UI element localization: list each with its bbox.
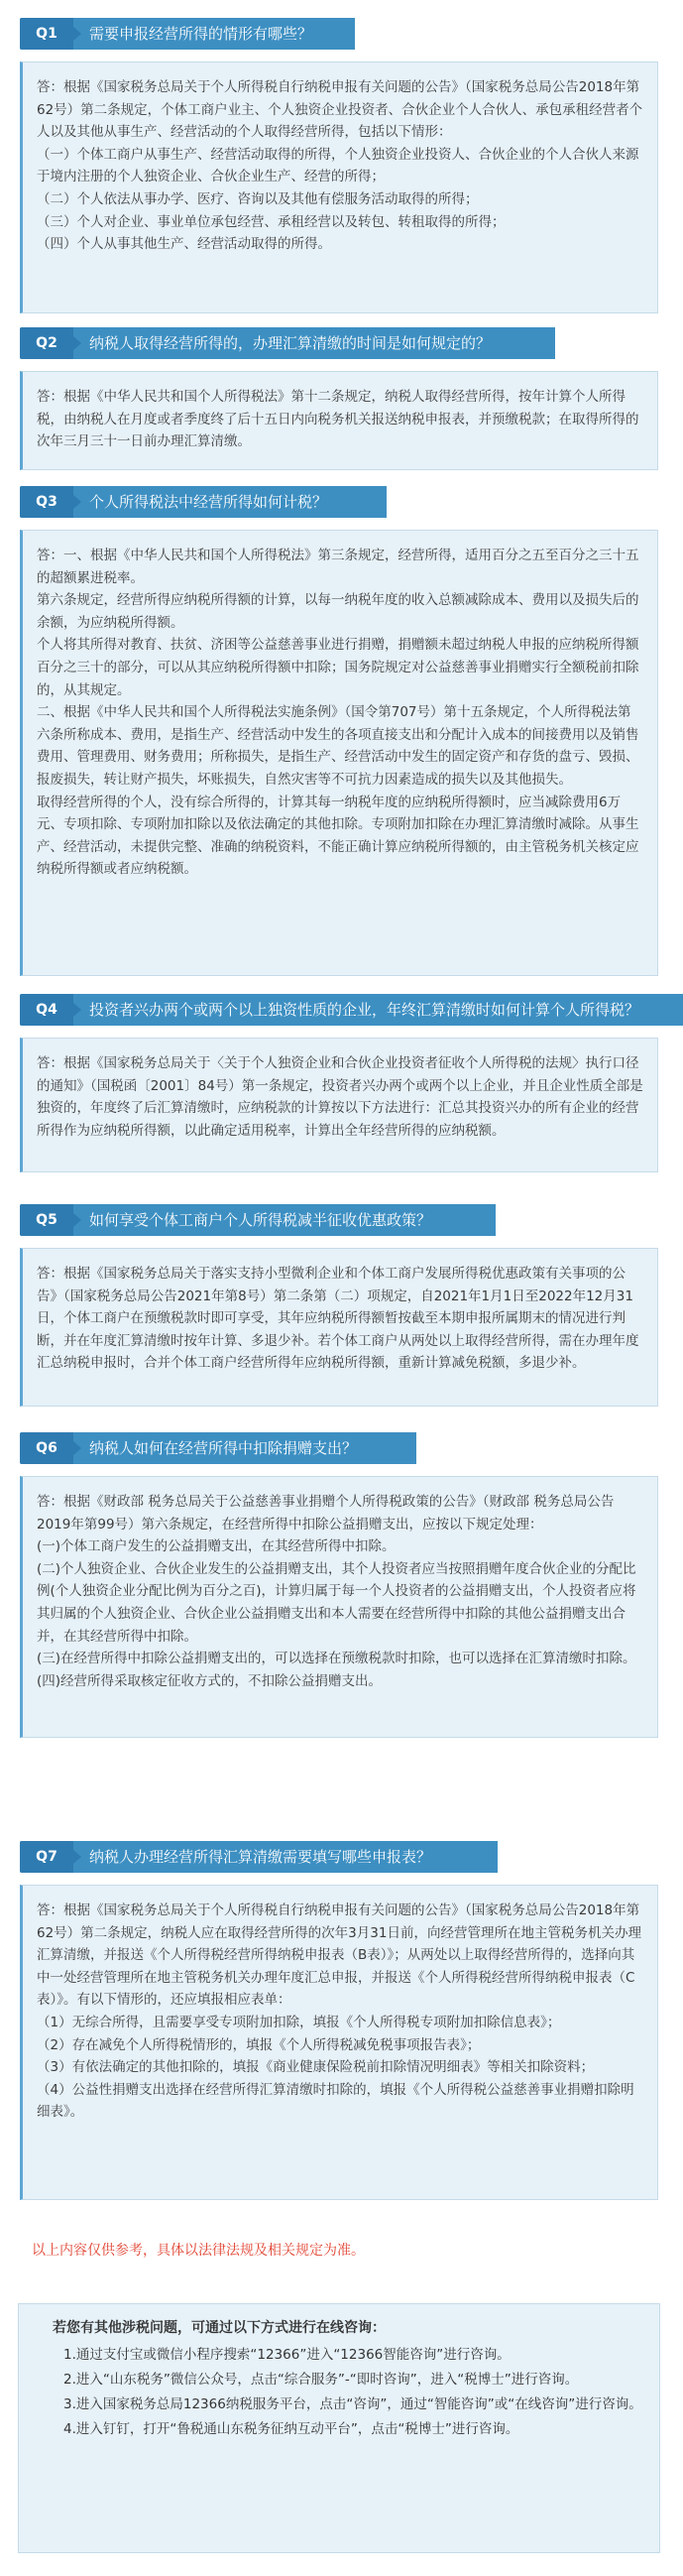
question-number: Q5 <box>20 1204 73 1236</box>
answer-paragraph: 个人将其所得对教育、扶贫、济困等公益慈善事业进行捐赠，捐赠额未超过纳税人申报的应纳税所得额百分之三十的部分，可以从其应纳税所得额中扣除；国务院规定对公益慈善事业捐赠实行全额税前扣除的，从其规定。 <box>37 637 639 698</box>
answer-box <box>20 1038 658 1172</box>
qa-block-7 <box>20 1841 676 2121</box>
consult-item: 2.进入“山东税务”微信公众号，点击“综合服务”-“即时咨询”，进入“税博士”进行咨询。 <box>63 2372 579 2388</box>
answer-paragraph: 答：根据《国家税务总局关于个人所得税自行纳税申报有关问题的公告》（国家税务总局公告2018年第62号）第二条规定，个体工商户业主、个人独资企业投资者、合伙企业个人合伙人、承包承租经营者个人以及其他从事生产、经营活动的个人取得经营所得，包括以下情形： <box>37 79 643 141</box>
question-bar <box>20 18 355 50</box>
qa-block-2 <box>20 327 676 450</box>
answer-paragraph: 二、根据《中华人民共和国个人所得税法实施条例》（国令第707号）第十五条规定，个人所得税法第六条所称成本、费用，是指生产、经营活动中发生的各项直接支出和分配计入成本的间接费用以及销售费用、管理费用、财务费用；所称损失，是指生产、经营活动中发生的固定资产和存货的盘亏、毁损、报废损失，转让财产损失，坏账损失，自然灾害等不可抗力因素造成的损失以及其他损失。 <box>37 704 639 788</box>
qa-block-3 <box>20 486 676 878</box>
question-bar <box>20 994 683 1026</box>
question-title: 纳税人如何在经营所得中扣除捐赠支出？ <box>89 1439 358 1457</box>
qa-block-5 <box>20 1204 676 1372</box>
answer-box <box>20 371 658 470</box>
question-title: 纳税人办理经营所得汇算清缴需要填写哪些申报表？ <box>89 1848 432 1866</box>
answer-box <box>20 1248 658 1407</box>
answer-paragraph: 答：根据《财政部 税务总局关于公益慈善事业捐赠个人所得税政策的公告》（财政部 税务总局公告2019年第99号）第六条规定，在经营所得中扣除公益捐赠支出，应按以下规定处理： <box>37 1494 615 1533</box>
answer-paragraph: （三）个人对企业、事业单位承包经营、承租经营以及转包、转租取得的所得； <box>37 213 506 230</box>
answer-paragraph: （1）无综合所得，且需要享受专项附加扣除，填报《个人所得税专项附加扣除信息表》； <box>37 2014 561 2030</box>
answer-paragraph: （四）个人从事其他生产、经营活动取得的所得。 <box>37 236 331 253</box>
answer-box <box>20 1885 658 2200</box>
question-number: Q3 <box>20 486 73 518</box>
consult-item: 3.进入国家税务总局12366纳税服务平台，点击“咨询”，通过“智能咨询”或“在线咨询”进行咨询。 <box>63 2396 642 2412</box>
answer-paragraph: 答：根据《国家税务总局关于个人所得税自行纳税申报有关问题的公告》（国家税务总局公告2018年第62号）第二条规定，纳税人应在取得经营所得的次年3月31日前，向经营管理所在地主管税务机关办理汇算清缴，并报送《个人所得税经营所得纳税申报表（B表）》；从两处以上取得经营所得的，选择向其中一处经营管理所在地主管税务机关办理年度汇总申报，并报送《个人所得税经营所得纳税申报表（C表）》。有以下情形的，还应填报相应表单： <box>37 1902 641 2009</box>
question-title: 纳税人取得经营所得的，办理汇算清缴的时间是如何规定的？ <box>89 334 492 352</box>
question-bar <box>20 1432 416 1464</box>
answer-paragraph: (一)个体工商户发生的公益捐赠支出，在其经营所得中扣除。 <box>37 1538 396 1555</box>
answer-paragraph: （3）有依法确定的其他扣除的，填报《商业健康保险税前扣除情况明细表》等相关扣除资料； <box>37 2059 595 2076</box>
question-number: Q6 <box>20 1432 73 1464</box>
answer-paragraph: (二)个人独资企业、合伙企业发生的公益捐赠支出，其个人投资者应当按照捐赠年度合伙企业的分配比例(个人独资企业分配比例为百分之百)，计算归属于每一个人投资者的公益捐赠支出，个人投资者应将其归属的个人独资企业、合伙企业公益捐赠支出和本人需要在经营所得中扣除的其他公益捐赠支出合并，在其经营所得中扣除。 <box>37 1560 636 1645</box>
answer-paragraph: (三)在经营所得中扣除公益捐赠支出的，可以选择在预缴税款时扣除，也可以选择在汇算清缴时扣除。 <box>37 1651 636 1667</box>
question-bar <box>20 327 555 359</box>
answer-paragraph: 答：根据《国家税务总局关于〈关于个人独资企业和合伙企业投资者征收个人所得税的法规〉执行口径的通知》（国税函〔2001〕84号）第一条规定，投资者兴办两个或两个以上企业，并且企业性质全部是独资的，年度终了后汇算清缴时，应纳税款的计算按以下方法进行：汇总其投资兴办的所有企业的经营所得作为应纳税所得额，以此确定适用税率，计算出全年经营所得的应纳税额。 <box>37 1055 643 1139</box>
answer-paragraph: 答：一、根据《中华人民共和国个人所得税法》第三条规定，经营所得，适用百分之五至百分之三十五的超额累进税率。 <box>37 548 639 586</box>
question-title: 如何享受个体工商户个人所得税减半征收优惠政策？ <box>89 1211 432 1229</box>
disclaimer-note: 以上内容仅供参考，具体以法律法规及相关规定为准。 <box>32 2243 365 2259</box>
question-number: Q2 <box>20 327 73 359</box>
answer-paragraph: 答：根据《国家税务总局关于落实支持小型微利企业和个体工商户发展所得税优惠政策有关事项的公告》（国家税务总局公告2021年第8号）第二条第（二）项规定，自2021年1月1日至2022年12月31日，个体工商户在预缴税款时即可享受，其年应纳税所得额暂按截至本期申报所属期末的情况进行判断，并在年度汇算清缴时按年计算、多退少补。若个体工商户从两处以上取得经营所得，需在办理年度汇总纳税申报时，合并个体工商户经营所得年应纳税所得额，重新计算减免税额，多退少补。 <box>37 1266 639 1372</box>
consult-item: 1.通过支付宝或微信小程序搜索“12366”进入“12366智能咨询”进行咨询。 <box>63 2347 511 2363</box>
question-number: Q1 <box>20 18 73 50</box>
question-bar <box>20 1841 498 1873</box>
qa-block-1 <box>20 18 676 253</box>
consult-item: 4.进入钉钉，打开“鲁税通山东税务征纳互动平台”，点击“税博士”进行咨询。 <box>63 2421 519 2437</box>
answer-paragraph: （2）存在减免个人所得税情形的，填报《个人所得税减免税事项报告表》； <box>37 2036 481 2053</box>
answer-box <box>20 61 658 313</box>
answer-box <box>20 530 658 976</box>
consult-title: 若您有其他涉税问题，可通过以下方式进行在线咨询： <box>53 2320 386 2336</box>
answer-paragraph: （4）公益性捐赠支出选择在经营所得汇算清缴时扣除的，填报《个人所得税公益慈善事业捐赠扣除明细表》。 <box>37 2081 634 2121</box>
qa-block-6 <box>20 1432 676 1689</box>
question-title: 个人所得税法中经营所得如何计税？ <box>89 493 328 511</box>
question-number: Q4 <box>20 994 73 1026</box>
answer-box <box>20 1476 658 1738</box>
question-bar <box>20 486 387 518</box>
consult-box <box>18 2303 660 2553</box>
answer-paragraph: (四)经营所得采取核定征收方式的，不扣除公益捐赠支出。 <box>37 1672 383 1689</box>
question-number: Q7 <box>20 1841 73 1873</box>
qa-block-4 <box>20 994 676 1139</box>
question-title: 需要申报经营所得的情形有哪些？ <box>89 25 313 43</box>
answer-paragraph: （二）个人依法从事办学、医疗、咨询以及其他有偿服务活动取得的所得； <box>37 190 479 207</box>
answer-paragraph: 取得经营所得的个人，没有综合所得的，计算其每一纳税年度的应纳税所得额时，应当减除费用6万元、专项扣除、专项附加扣除以及依法确定的其他扣除。专项附加扣除在办理汇算清缴时减除。从事生产、经营活动，未提供完整、准确的纳税资料，不能正确计算应纳税所得额的，由主管税务机关核定应纳税所得额或者应纳税额。 <box>37 794 639 878</box>
answer-paragraph: （一）个体工商户从事生产、经营活动取得的所得，个人独资企业投资人、合伙企业的个人合伙人来源于境内注册的个人独资企业、合伙企业生产、经营的所得； <box>37 146 639 185</box>
answer-paragraph: 答：根据《中华人民共和国个人所得税法》第十二条规定，纳税人取得经营所得，按年计算个人所得税，由纳税人在月度或者季度终了后十五日内向税务机关报送纳税申报表，并预缴税款；在取得所得的次年三月三十一日前办理汇算清缴。 <box>37 389 639 450</box>
question-title: 投资者兴办两个或两个以上独资性质的企业，年终汇算清缴时如何计算个人所得税？ <box>89 1001 640 1019</box>
answer-paragraph: 第六条规定，经营所得应纳税所得额的计算，以每一纳税年度的收入总额减除成本、费用以及损失后的余额，为应纳税所得额。 <box>37 592 639 631</box>
question-bar <box>20 1204 496 1236</box>
